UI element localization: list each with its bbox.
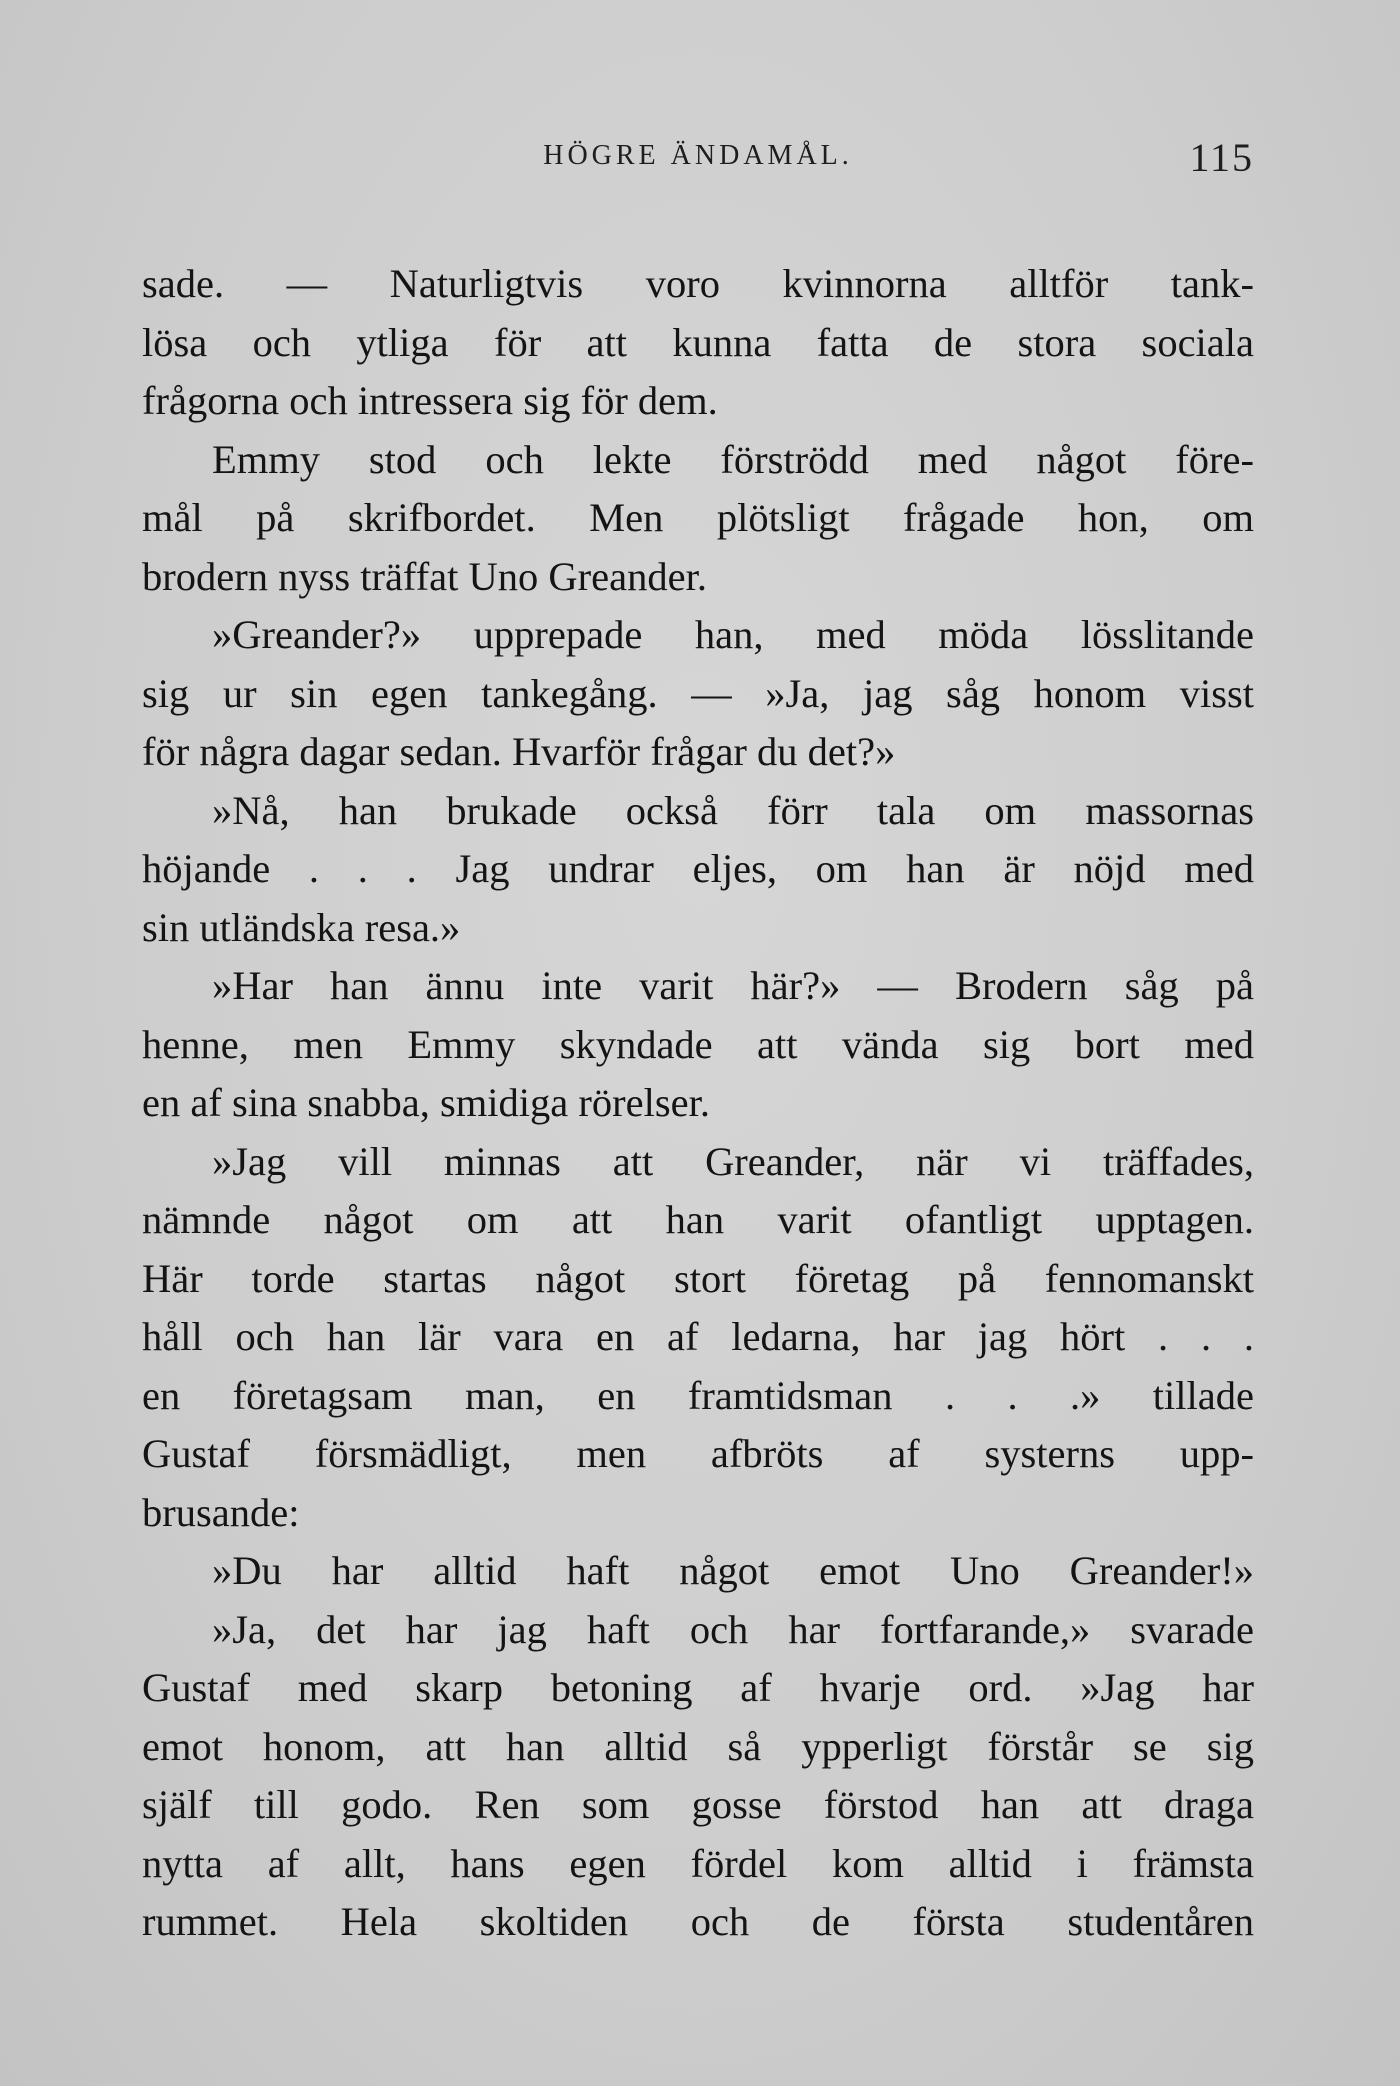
text-line: sin utländska resa.» — [142, 904, 461, 950]
text-line: sade. — Naturligtvis voro kvinnorna alltför tank- — [142, 261, 1254, 306]
text-line: sig ur sin egen tankegång. — »Ja, jag såg honom visst — [142, 670, 1254, 716]
text-line: »Ja, det har jag haft och har fortfarande,» svarade — [212, 1606, 1254, 1652]
text-line: håll och han lär vara en af ledarna, har jag hört . . . — [142, 1314, 1254, 1359]
running-title: HÖGRE ÄNDAMÅL. — [543, 140, 853, 171]
text-line: höjande . . . Jag undrar eljes, om han är nöjd med — [142, 846, 1254, 891]
text-line: själf till godo. Ren som gosse förstod han att draga — [142, 1782, 1254, 1827]
text-line: för några dagar sedan. Hvarför frågar du det?» — [142, 729, 896, 774]
text-line: en företagsam man, en framtidsman . . .» tillade — [142, 1372, 1254, 1418]
text-line: rummet. Hela skoltiden och de första studentåren — [142, 1899, 1254, 1944]
text-line: emot honom, att han alltid så ypperligt förstår se sig — [142, 1723, 1254, 1769]
text-line: nytta af allt, hans egen fördel kom alltid i främsta — [142, 1840, 1254, 1886]
text-line: »Greander?» upprepade han, med möda lösslitande — [212, 612, 1254, 657]
text-line: Gustaf med skarp betoning af hvarje ord. »Jag har — [142, 1665, 1254, 1710]
text-line: frågorna och intressera sig för dem. — [142, 378, 718, 423]
text-line: Gustaf försmädligt, men afbröts af systerns upp- — [142, 1431, 1254, 1476]
text-line: brodern nyss träffat Uno Greander. — [142, 553, 707, 599]
running-head — [142, 135, 1254, 190]
text-line: mål på skrifbordet. Men plötsligt frågade hon, om — [142, 495, 1254, 540]
text-line: »Har han ännu inte varit här?» — Brodern såg på — [212, 963, 1254, 1008]
body-text — [142, 255, 1254, 1952]
text-line: nämnde något om att han varit ofantligt upptagen. — [142, 1197, 1254, 1242]
text-line: lösa och ytliga för att kunna fatta de stora sociala — [142, 319, 1254, 365]
page-number: 115 — [1189, 135, 1254, 180]
text-line: »Du har alltid haft något emot Uno Greander!» — [212, 1548, 1254, 1593]
text-line: »Nå, han brukade också förr tala om massornas — [212, 787, 1254, 833]
text-line: Emmy stod och lekte förströdd med något före- — [212, 436, 1254, 482]
text-line: henne, men Emmy skyndade att vända sig bort med — [142, 1021, 1254, 1067]
text-line: Här torde startas något stort företag på fennomanskt — [142, 1255, 1254, 1301]
text-line: en af sina snabba, smidiga rörelser. — [142, 1080, 710, 1125]
text-line: brusande: — [142, 1489, 300, 1535]
text-line: »Jag vill minnas att Greander, när vi träffades, — [212, 1138, 1254, 1184]
